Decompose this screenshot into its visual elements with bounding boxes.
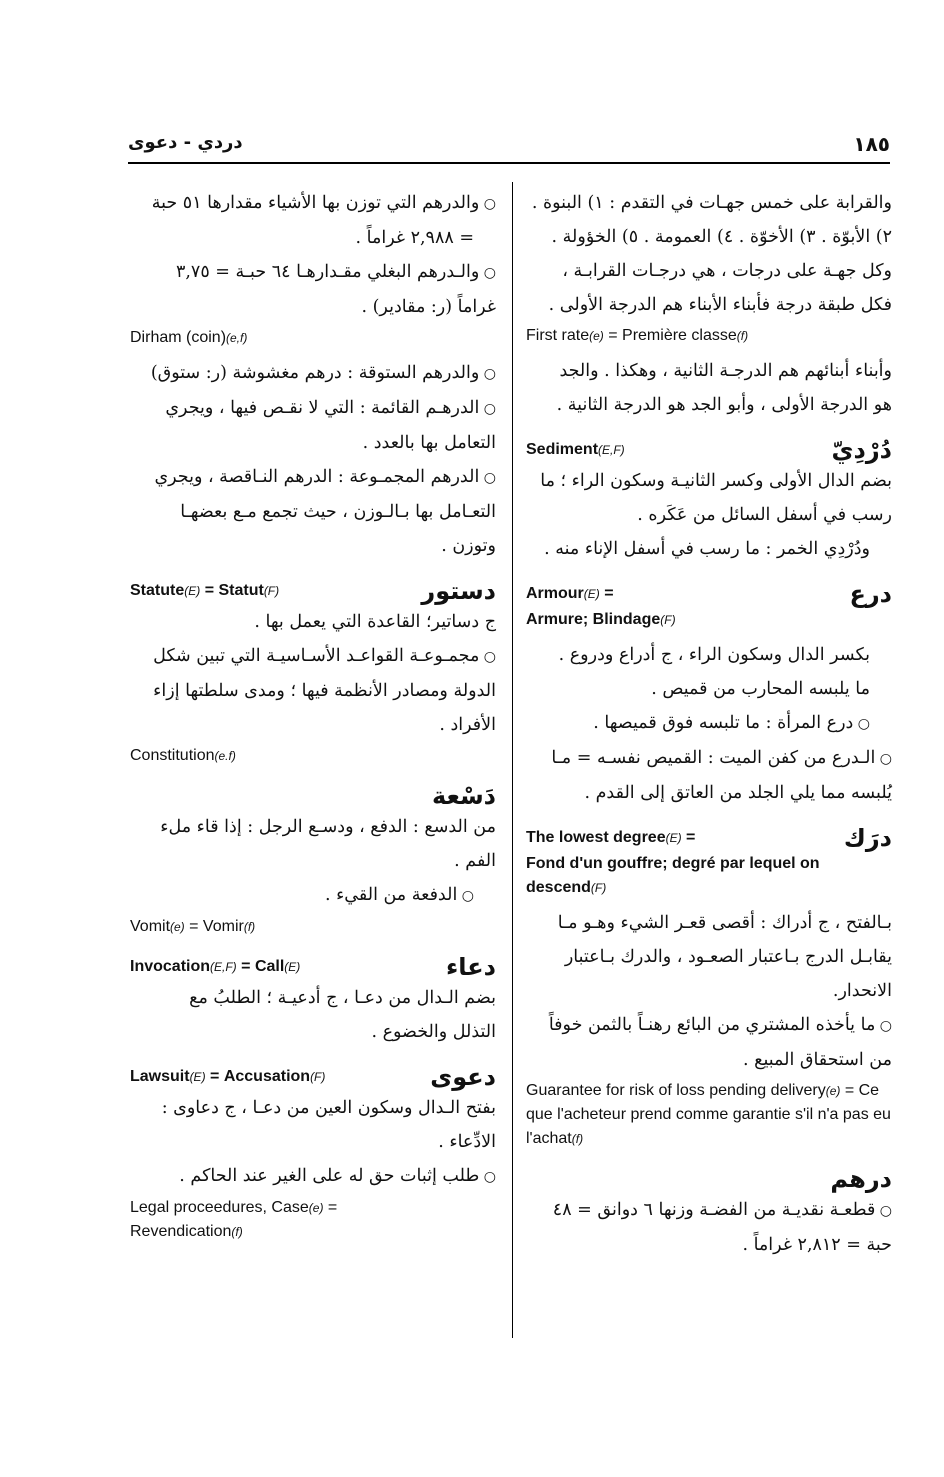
body-line: من استحقاق المبيع .: [743, 1050, 892, 1070]
headword: دعوى: [430, 1063, 496, 1091]
body-line: الادِّعاء .: [438, 1132, 496, 1152]
body-line: يقابـل الدرج بـاعتبار الصعـود ، والدرك بـاعتبار: [564, 947, 892, 967]
page-number: ١٨٥: [853, 132, 890, 156]
translation: Sediment(E,F): [526, 441, 625, 458]
headword: دُرْدِيّ: [831, 436, 892, 464]
right-column: [526, 186, 892, 1262]
bullet-line: ○ الدرهم المجمـوعة : الدرهم النـاقصة ، ويجري: [130, 460, 496, 495]
translation: Invocation(E,F) = Call(E): [130, 958, 301, 975]
headword: درَك: [843, 824, 892, 852]
body-line: الدولة ومصادر الأنظمة فيها ؛ ومدى سلطتها إزاء: [153, 681, 496, 701]
body-line: هو الدرجة الأولى ، وأبو الجد هو الدرجة الثانية .: [556, 395, 892, 415]
bullet-line: ○ الدفعة من القيء .: [130, 878, 496, 913]
translation: The lowest degree(E) =: [526, 829, 696, 846]
body-line: بفتح الـدال وسكون العين من دعـا ، ج دعاوى :: [161, 1098, 496, 1118]
headword: دَسْعة: [431, 782, 496, 810]
bullet-line: ○ مجمـوعـة القواعـد الأسـاسيـة التي تبين شكل: [130, 639, 496, 674]
entry-dark: [526, 824, 892, 852]
body-line: رسب في أسفل السائل من عَكَره .: [637, 505, 892, 525]
body-line: الانحدار.: [832, 981, 892, 1001]
body-line: يُلبسه مما يلي الجلد من العاتق إلى القدم .: [584, 783, 892, 803]
translation-first-rate: First rate(e) = Première classe(f): [526, 327, 749, 344]
body-line: ج دساتير؛ القاعدة التي يعمل بها .: [254, 612, 496, 632]
entry-durdi: [526, 436, 892, 464]
bullet-line: ○ قطعـة نقديـة من الفضـة وزنها ٦ دوانق = ٤٨: [526, 1193, 892, 1228]
intro-line: ٢) الأبوّة . ٣) الأخوّة . ٤) العمومة . ٥) الخؤولة .: [551, 227, 892, 247]
bullet-line: ○ درع المرأة : ما تلبسه فوق قميصها .: [526, 706, 892, 741]
running-title: دردي - دعوى: [128, 132, 243, 153]
intro-line: وكل جهـة على درجات ، هي درجـات القرابـة ،: [562, 261, 892, 281]
column-divider: [512, 182, 513, 1338]
entry-dua: [130, 953, 496, 981]
headword: درهم: [830, 1165, 892, 1193]
body-line: وأبناء أبنائهم هم الدرجـة الثانية ، وهكذا . والجد: [559, 361, 892, 381]
body-line: غراماً (ر: مقادير) .: [361, 297, 496, 317]
page-header: [128, 128, 890, 164]
translation: Dirham (coin)(e,f): [130, 329, 248, 346]
bullet-line: ○ طلب إثبات حق له على الغير عند الحاكم .: [130, 1159, 496, 1194]
body-line: الفم .: [454, 851, 496, 871]
body-line: ودُرْدِي الخمر : ما رسب في أسفل الإناء منه .: [544, 539, 870, 559]
body-line: وتوزن .: [441, 536, 496, 556]
entry-dir: [526, 580, 892, 608]
bullet-line: ○ والدرهم الستوقة : درهم مغشوشة (ر: ستوق): [130, 356, 496, 391]
body-line: بضم الدال الأولى وكسر الثانيـة وسكون الراء ؛ ما: [540, 471, 892, 491]
headword: دعاء: [446, 953, 496, 981]
body-line: بكسر الدال وسكون الراء ، ج أدراع ودروع .: [558, 645, 870, 665]
body-line: التعامل بها بالعدد .: [362, 433, 496, 453]
body-line: بضم الـدال من دعـا ، ج أدعيـة ؛ الطلبُ مع: [189, 988, 496, 1008]
bullet-line: ○ الـدرع من كفن الميت : القميص نفسـه = مـا: [526, 741, 892, 776]
translation: Vomit(e) = Vomir(f): [130, 918, 256, 935]
headword: دستور: [421, 577, 496, 605]
translation: Constitution(e.f): [130, 747, 236, 764]
body-line: بـالفتح ، ج أدراك : أقصى قعـر الشيء وهـو مـا: [557, 913, 892, 933]
intro-line: فكل طبقة درجة فأبناء الأبناء هم الدرجة الأولى .: [548, 295, 892, 315]
left-column: [130, 186, 496, 1250]
bullet-line: ○ والـدرهم البغلي مقـدارهـا ٦٤ حبـة = ٣,٧٥: [130, 255, 496, 290]
body-line: الأفراد .: [439, 715, 496, 735]
translation-guarantee: Guarantee for risk of loss pending delivery(e) = Ce que l'acheteur prend comme garantie s'il n'a pas eu l'achat(f): [526, 1082, 891, 1147]
translation-fr: Armure; Blindage(F): [526, 611, 676, 628]
body-line: التعـامل بها بـالـوزن ، حيث تجمع مـع بعضهـا: [180, 502, 496, 522]
translation: Statute(E) = Statut(F): [130, 582, 280, 599]
headword: درع: [849, 580, 892, 608]
translation: Armour(E) =: [526, 585, 614, 602]
intro-line: والقرابة على خمس جهـات في التقدم : ١) البنوة .: [531, 193, 892, 213]
translation: Lawsuit(E) = Accusation(F): [130, 1068, 326, 1085]
entry-dawa: [130, 1063, 496, 1091]
body-line: ما يلبسه المحارب من قميص .: [651, 679, 870, 699]
body-line: = ٢,٩٨٨ غراماً .: [355, 228, 474, 248]
entry-dustur: [130, 577, 496, 605]
bullet-line: ○ والدرهم التي توزن بها الأشياء مقدارها ٥١ حبة: [130, 186, 496, 221]
translation: Legal proceedures, Case(e) = Revendication(f): [130, 1199, 338, 1240]
body-line: حبة = ٢,٨١٢ غراماً .: [742, 1235, 892, 1255]
body-line: التذلل والخضوع .: [371, 1022, 496, 1042]
bullet-line: ○ ما يأخذه المشتري من البائع رهنـاً بالثمن خوفاً: [526, 1008, 892, 1043]
translation-fr: Fond d'un gouffre; degré par lequel on descend(F): [526, 855, 820, 896]
bullet-line: ○ الدرهـم القائمة : التي لا نقـص فيها ، ويجري: [130, 391, 496, 426]
body-line: من الدسع : الدفع ، ودسـع الرجل : إذا قاء ملء: [160, 817, 496, 837]
